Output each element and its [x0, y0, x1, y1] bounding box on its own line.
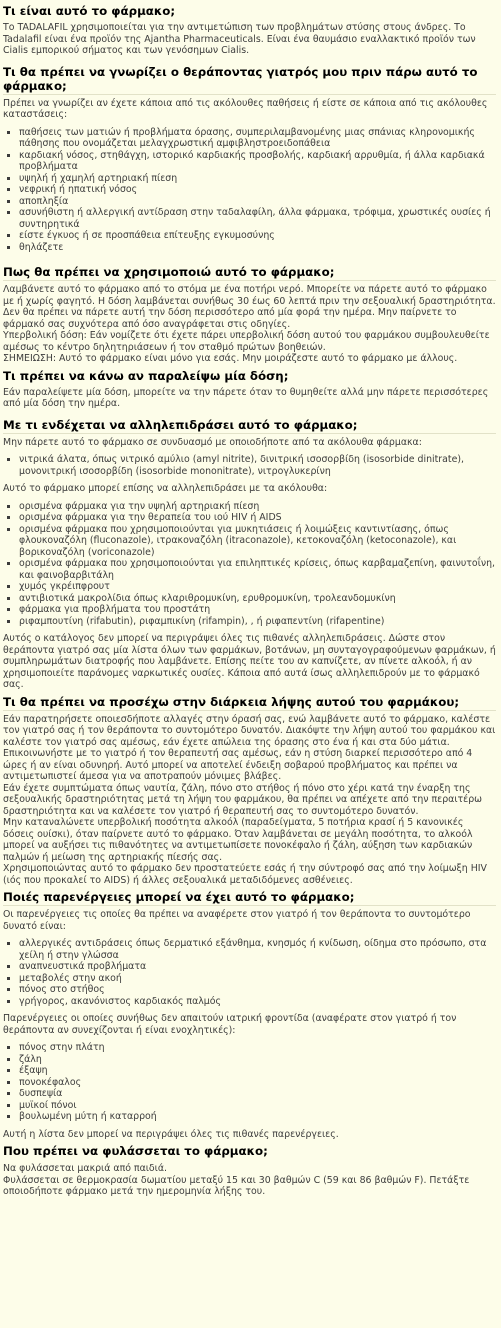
section-heading: Τι είναι αυτό το φάρμακο;: [3, 4, 176, 18]
serious-side-effects-list: [3, 938, 496, 1007]
section-intro: Πρέπει να γνωρίζει αν έχετε κάποια από τις ακόλουθες παθήσεις ή είστε σε κάποια από τις ακόλουθες καταστάσεις:: [3, 97, 488, 120]
list-item: ▪ ζάλη: [19, 1054, 496, 1066]
list-item: ▪ αλλεργικές αντιδράσεις όπως δερματικό εξάνθημα, κνησμός ή κνίδωση, οίδημα στο πρόσωπο, στα χείλη ή στην γλώσσα: [19, 938, 496, 961]
list-item: ▪ παθήσεις των ματιών ή προβλήματα όρασης, συμπεριλαμβανομένης μιας σπάνιας κληρονομικής πάθησης που ονομάζεται μελαγχρωστική αμφιβληστροειδοπάθεια: [19, 127, 496, 150]
list-item: ▪ αποπληξία: [19, 196, 496, 208]
section-storage: [3, 1142, 496, 1198]
section-side-effects: [3, 888, 496, 1140]
paragraph: Το TADALAFIL χρησιμοποιείται για την αντιμετώπιση των προβλημάτων στύσης στους άνδρες. Το Tadalafil είναι ένα προϊόν της Ajantha Pharmaceuticals. Είναι ένα θαυμάσιο εναλλακτικό προϊόν των Cialis εμπορικού σήματος και των γενόσημων Cialis.: [3, 22, 476, 56]
list-item: ▪ δυσπεψία: [19, 1088, 496, 1100]
list-item: ▪ πονοκέφαλος: [19, 1077, 496, 1089]
section-before-taking: [3, 63, 496, 264]
list-item: ▪ μεταβολές στην ακοή: [19, 973, 496, 985]
paragraph: Εάν παρατηρήσετε οποιεσδήποτε αλλαγές στην όρασή σας, ενώ λαμβάνετε αυτό το φάρμακο, καλέστε τον γιατρό σας ή τον θεράποντα το συντομότερο δυνατόν. Διακόψτε την λήψη αυτού του φαρμάκου και καλέστε τον γιατρό σας αμέσως, εάν έχετε απώλεια της όρασης στο ένα ή και στα δύο μάτια.: [3, 713, 496, 748]
list-item: ▪ ασυνήθιστη ή αλλεργική αντίδραση στην ταδαλαφίλη, άλλα φάρμακα, τρόφιμα, χρωστικές ουσίες ή συντηρητικά: [19, 207, 496, 230]
list-item: ▪ νιτρικά άλατα, όπως νιτρικό αμύλιο (amyl nitrite), δινιτρική ισοσορβίδη (isosorbide dinitrate), μονονιτρική ισοσορβίδη (isosorbide mononitrate), νιτρογλυκερίνη: [19, 454, 496, 477]
list-item: ▪ έξαψη: [19, 1065, 496, 1077]
list-item: ▪ φάρμακα για προβλήματα του προστάτη: [19, 604, 496, 616]
contraindicated-drugs-list: [3, 454, 496, 477]
list-item: ▪ χυμός γκρέιπφρουτ: [19, 581, 496, 593]
section-what-is: [3, 2, 496, 57]
paragraph: Χρησιμοποιώντας αυτό το φάρμακο δεν προστατεύετε εσάς ή την σύντροφό σας από την λοίμωξη HIV (ιός που προκαλεί το AIDS) ή άλλες σεξουαλικά μεταδιδόμενες ασθένειες.: [3, 863, 487, 886]
list-item: ▪ θηλάζετε: [19, 242, 496, 254]
section-heading: Τι πρέπει να κάνω αν παραλείψω μία δόση;: [3, 368, 289, 383]
list-item: ▪ αναπνευστικά προβλήματα: [19, 961, 496, 973]
list-item: ▪ πόνος στο στήθος: [19, 984, 496, 996]
section-heading: Που πρέπει να φυλάσσεται το φάρμακο;: [3, 1144, 268, 1158]
interacting-drugs-list: [3, 501, 496, 628]
list-item: ▪ ορισμένα φάρμακα για την υψηλή αρτηριακή πίεση: [19, 501, 496, 513]
list-item: ▪ μυϊκοί πόνοι: [19, 1100, 496, 1112]
list-item: ▪ πόνος στην πλάτη: [19, 1042, 496, 1054]
section-missed-dose: [3, 367, 496, 410]
list-item: ▪ γρήγορος, ακανόνιστος καρδιακός παλμός: [19, 996, 496, 1008]
common-side-effects-list: [3, 1042, 496, 1123]
list-item: ▪ ορισμένα φάρμακα για την θεραπεία του ιού HIV ή AIDS: [19, 512, 496, 524]
paragraph: Επικοινωνήστε με το γιατρό ή τον θεραπευτή σας αμέσως, εάν η στύση διαρκεί περισσότερο από 4 ώρες ή αν είναι οδυνηρή. Αυτό μπορεί να αποτελεί ένδειξη σοβαρού προβλήματος και πρέπει να αντιμετωπιστεί άμεσα για να αποτραπούν μόνιμες βλάβες.: [3, 748, 473, 782]
paragraph: Εάν έχετε συμπτώματα όπως ναυτία, ζάλη, πόνο στο στήθος ή πόνο στο χέρι κατά την έναρξη της σεξουαλικής δραστηριότητας μετά τη λήψη του φαρμάκου, θα πρέπει να απέχετε από την περαιτέρω δραστηριότητα και να καλέσετε τον γιατρό ή θεραπευτή σας το συντομότερο δυνατόν.: [3, 782, 483, 817]
list-item: ▪ βουλωμένη μύτη ή καταρροή: [19, 1111, 496, 1123]
paragraph: Αυτή η λίστα δεν μπορεί να περιγράψει όλες τις πιθανές παρενέργειες.: [3, 1128, 339, 1140]
section-how-to-use: [3, 263, 496, 365]
conditions-list: [3, 127, 496, 254]
section-intro: Αυτό το φάρμακο μπορεί επίσης να αλληλεπιδράσει με τα ακόλουθα:: [3, 483, 328, 494]
section-heading: Τι θα πρέπει να γνωρίζει ο θεράποντας γιατρός μου πριν πάρω αυτό το φάρμακο;: [3, 63, 496, 95]
paragraph: Μην καταναλώνετε υπερβολική ποσότητα αλκοόλ (παραδείγματα, 5 ποτήρια κρασί ή 5 κανονικές δόσεις ουίσκι), όταν παίρνετε αυτό το φάρμακο. Όταν λαμβάνεται σε μεγάλη ποσότητα, το αλκοόλ μπορεί να αυξήσει τις πιθανότητες να αντιμετωπίσετε πονοκέφαλο ή ζάλη, αύξηση των καρδιακών παλμών ή μείωση της αρτηριακής πίεσής σας.: [3, 817, 473, 863]
section-heading: Με τι ενδέχεται να αλληλεπιδράσει αυτό το φάρμακο;: [3, 416, 496, 434]
paragraph: ΣΗΜΕΙΩΣΗ: Αυτό το φάρμακο είναι μόνο για εσάς. Μην μοιράζεστε αυτό το φάρμακο με άλλους.: [3, 353, 458, 364]
section-heading: Ποιές παρενέργειες μπορεί να έχει αυτό το φάρμακο;: [3, 888, 496, 906]
list-item: ▪ ορισμένα φάρμακα που χρησιμοποιούνται για επιληπτικές κρίσεις, όπως καρβαμαζεπίνη, φαινυτοΐνη, και φαινοβαρβιτάλη: [19, 558, 496, 581]
paragraph: Να φυλάσσεται μακριά από παιδιά.: [3, 1163, 167, 1174]
list-item: ▪ είστε έγκυος ή σε προσπάθεια επίτευξης εγκυμοσύνης: [19, 230, 496, 242]
list-item: ▪ ορισμένα φάρμακα που χρησιμοποιούνται για μυκητιάσεις ή λοιμώξεις καντιντίασης, όπως φλουκοναζόλη (fluconazole), ιτρακοναζόλη (itraconazole), κετοκοναζόλη (ketoconazole), και βορικοναζόλη (voriconazole): [19, 524, 496, 559]
section-intro: Οι παρενέργειες τις οποίες θα πρέπει να αναφέρετε στον γιατρό ή τον θεράποντα το συντομότερο δυνατό είναι:: [3, 909, 471, 932]
list-item: ▪ καρδιακή νόσος, στηθάγχη, ιστορικό καρδιακής προσβολής, καρδιακή αρρυθμία, ή άλλα καρδιακά προβλήματα: [19, 150, 496, 173]
section-precautions: [3, 693, 496, 887]
paragraph: Υπερβολική δόση: Εάν νομίζετε ότι έχετε πάρει υπερβολική δόση αυτού του φαρμάκου συμβουλευθείτε αμέσως το κέντρο δηλητηριάσεων ή τον σταθμό πρώτων βοηθειών.: [3, 330, 490, 353]
paragraph: Εάν παραλείψετε μία δόση, μπορείτε να την πάρετε όταν το θυμηθείτε αλλά μην πάρετε περισσότερες από μία δόση την ημέρα.: [3, 386, 489, 409]
section-heading: Πως θα πρέπει να χρησιμοποιώ αυτό το φάρμακο;: [3, 263, 496, 281]
list-item: ▪ νεφρική ή ηπατική νόσος: [19, 184, 496, 196]
section-intro: Παρενέργειες οι οποίες συνήθως δεν απαιτούν ιατρική φροντίδα (αναφέρατε στον γιατρό ή τον θεράποντα αν συνεχίζονται ή είναι ενοχλητικές):: [3, 1013, 457, 1036]
list-item: ▪ ριφαμπουτίνη (rifabutin), ριφαμπικίνη (rifampin), , ή ριφαπεντίνη (rifapentine): [19, 616, 496, 628]
section-interactions: [3, 416, 496, 691]
paragraph: Φυλάσσεται σε θερμοκρασία δωματίου μεταξύ 15 και 30 βαθμών C (59 και 86 βαθμών F). Πετάξτε οποιοδήποτε φάρμακο μετά την ημερομηνία λήξης του.: [3, 1174, 470, 1197]
paragraph: Λαμβάνετε αυτό το φάρμακο από το στόμα με ένα ποτήρι νερό. Μπορείτε να πάρετε αυτό το φάρμακο με ή χωρίς φαγητό. Η δόση λαμβάνεται συνήθως 30 έως 60 λεπτά πριν την σεξουαλική δραστηριότητα. Δεν θα πρέπει να πάρετε αυτή την δόση περισσότερο από μία φορά την ημέρα. Μην παίρνετε το φάρμακό σας συχνότερα από όσο αναγράφεται στις οδηγίες.: [3, 284, 496, 330]
list-item: ▪ υψηλή ή χαμηλή αρτηριακή πίεση: [19, 173, 496, 185]
list-item: ▪ αντιβιοτικά μακρολίδια όπως κλαριθρομυκίνη, ερυθρομυκίνη, τρολεανδομυκίνη: [19, 593, 496, 605]
section-intro: Μην πάρετε αυτό το φάρμακο σε συνδυασμό με οποιοδήποτε από τα ακόλουθα φάρμακα:: [3, 436, 422, 448]
section-heading: Τι θα πρέπει να προσέχω στην διάρκεια λήψης αυτού του φαρμάκου;: [3, 693, 496, 711]
paragraph: Αυτός ο κατάλογος δεν μπορεί να περιγράψει όλες τις πιθανές αλληλεπιδράσεις. Δώστε στον θεράποντα γιατρό σας μία λίστα όλων των φαρμάκων, βοτάνων, μη συνταγογραφούμενων φαρμάκων, ή συμπληρωμάτων διατροφής που λαμβάνετε. Επίσης πείτε του αν καπνίζετε, αν πίνετε αλκοόλ, ή αν χρησιμοποιείτε παράνομες ναρκωτικές ουσίες. Κάποια από αυτά ίσως αλληλεπιδρούν με το φάρμακό σας.: [3, 633, 496, 690]
